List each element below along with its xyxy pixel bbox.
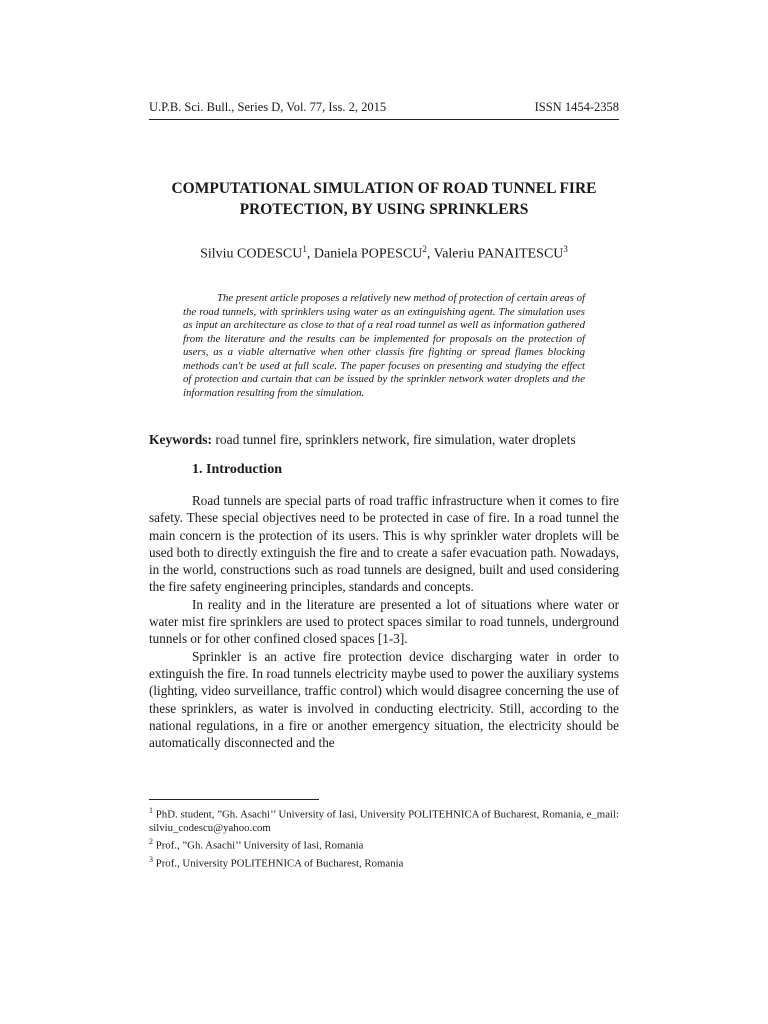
- footnote-marker: 3: [149, 855, 153, 865]
- journal-citation: U.P.B. Sci. Bull., Series D, Vol. 77, Iss. 2, 2015: [149, 100, 387, 114]
- author-list: Silviu CODESCU$^1$, Daniela POPESCU$^2$, Valeriu PANAITESCU$^3$: [200, 244, 568, 262]
- author-affiliation-marker: 1: [302, 244, 307, 254]
- keywords: [149, 432, 619, 448]
- paper-title: COMPUTATIONAL SIMULATION OF ROAD TUNNEL FIRE PROTECTION, BY USING SPRINKLERS: [171, 180, 597, 218]
- paragraph: In reality and in the literature are presented a lot of situations where water or water mist fire sprinklers are used to protect spaces similar to road tunnels, underground tunnels or for other confined closed spaces [1-3].: [149, 596, 619, 647]
- footnote-text: PhD. student, ”Gh. Asachi’’ University of Iasi, University POLITEHNICA of Bucharest, Romania, e_mail: silviu_codescu@yahoo.com: [149, 808, 619, 834]
- footnote-rule: [149, 799, 319, 800]
- author-name: Valeriu PANAITESCU: [433, 246, 564, 262]
- footnote: [149, 804, 619, 835]
- author-name: Daniela POPESCU: [313, 246, 423, 262]
- running-header: [149, 100, 619, 115]
- issn-label: ISSN 1454-2358: [534, 100, 619, 114]
- author-name: Silviu CODESCU: [200, 246, 303, 262]
- keywords-label: Keywords:: [149, 432, 212, 447]
- header-rule: [149, 119, 619, 120]
- paragraph: Road tunnels are special parts of road traffic infrastructure when it comes to fire safety. These special objectives need to be protected in case of fire. In a road tunnel the main concern is the protection of its users. This is why sprinkler water droplets will be used both to directly extinguish the fire and to create a safer evacuation path. Nowadays, in the world, constructions such as road tunnels are designed, built and used considering the fire safety engineering principles, standards and concepts.: [149, 493, 619, 595]
- footnote-marker: 2: [149, 837, 153, 847]
- section-heading: 1. Introduction: [192, 462, 282, 477]
- footnote: [149, 853, 619, 871]
- paragraph: Sprinkler is an active fire protection device discharging water in order to extinguish the fire. In road tunnels electricity maybe used to power the auxiliary systems (lighting, video surveillance, traffic control) which would disagree concerning the use of these sprinklers, as water is involved in conducting electricity. Still, according to the national regulations, in a fire or another emergency situation, the electricity should be automatically disconnected and the: [149, 648, 619, 751]
- keywords-text: road tunnel fire, sprinklers network, fire simulation, water droplets: [212, 432, 576, 447]
- footnote-marker: 1: [149, 806, 153, 815]
- footnote-text: Prof., ”Gh. Asachi’’ University of Iasi, Romania: [153, 840, 364, 852]
- author-affiliation-marker: 3: [563, 244, 568, 254]
- body-text: [149, 492, 619, 751]
- footnote: [149, 835, 619, 853]
- abstract: The present article proposes a relatively new method of protection of certain areas of the road tunnels, with sprinklers using water as an extinguishing agent. The simulation uses as input an architecture as close to that of a real road tunnel as well as information gathered from the literature and the results can be implemented for proposals on the protection of users, as a viable alternative when other classis fire fighting or spread flames blocking methods can't be used at full scale. The paper focuses on presenting and studying the effect of protection and curtain that can be issued by the sprinkler network water droplets and the information resulting from the simulation.: [183, 292, 585, 399]
- footnotes: [149, 804, 619, 871]
- footnote-text: Prof., University POLITEHNICA of Bucharest, Romania: [153, 858, 404, 870]
- author-affiliation-marker: 2: [422, 244, 427, 254]
